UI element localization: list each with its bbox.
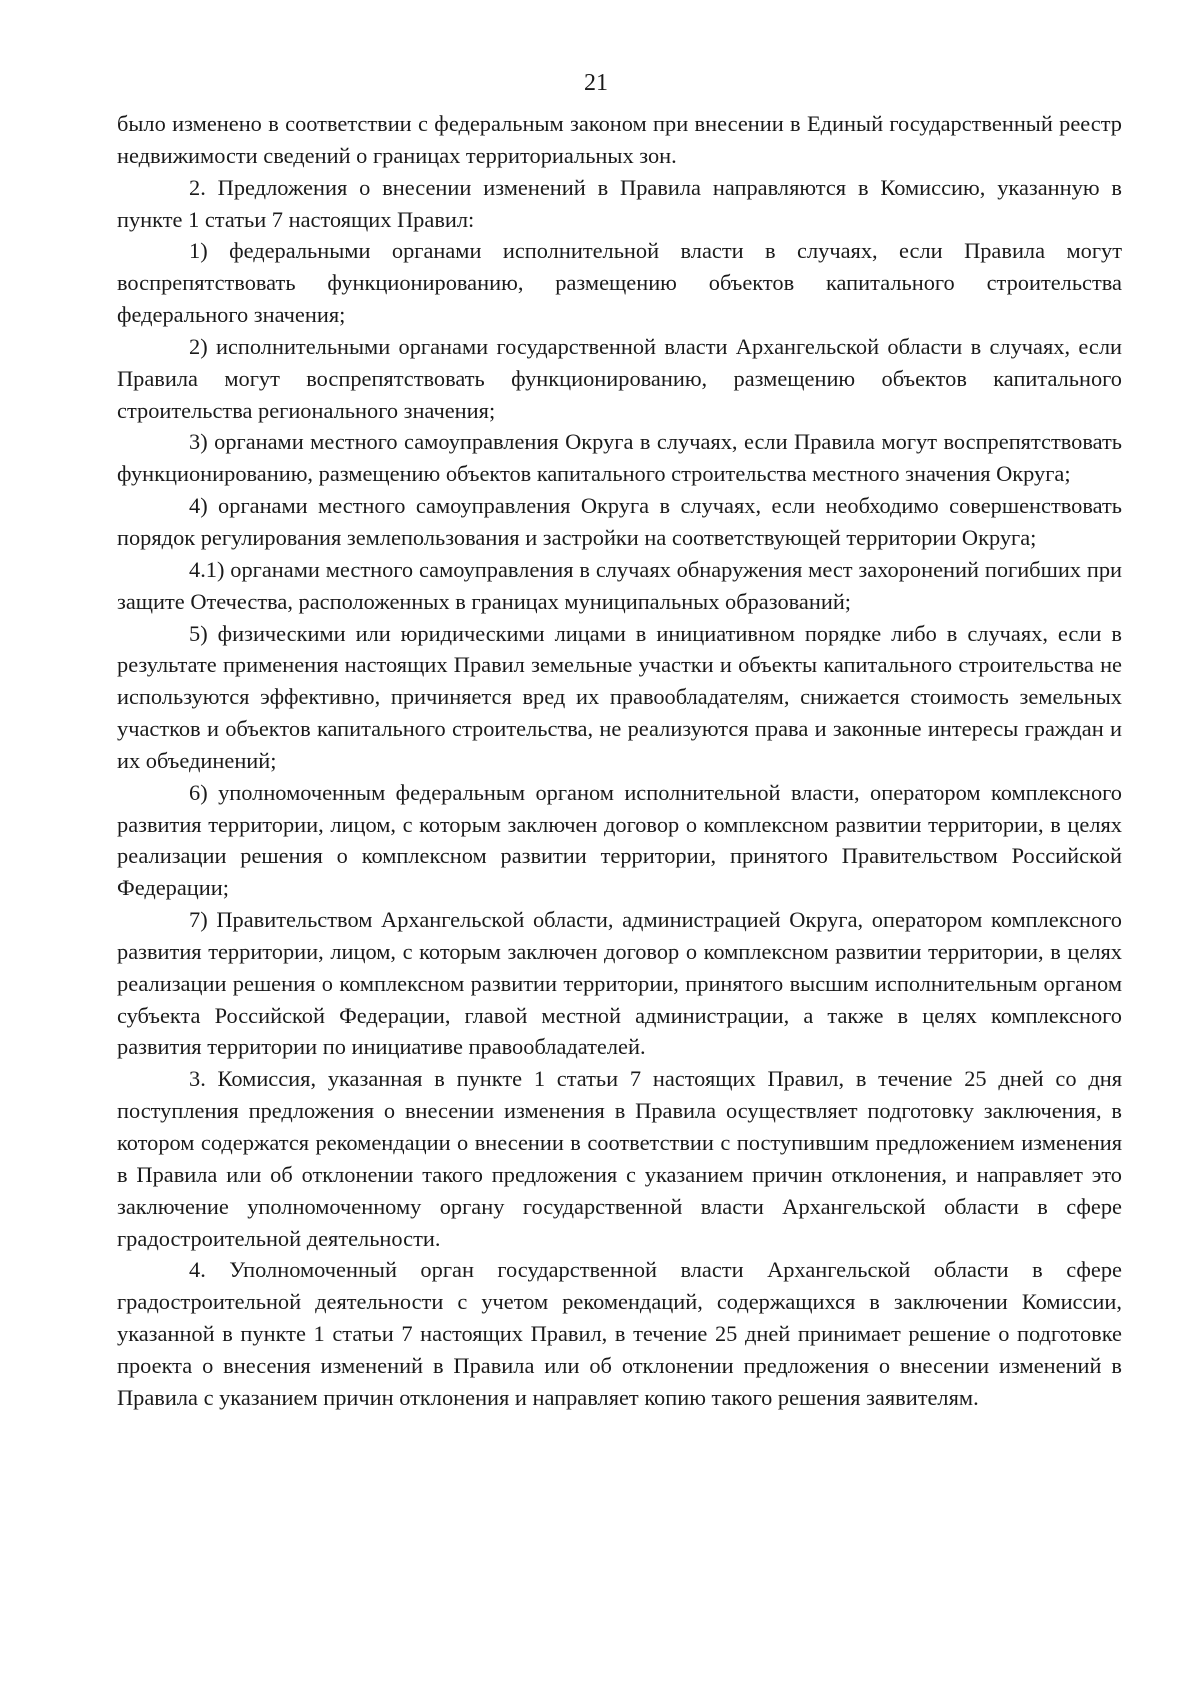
paragraph-continuation: было изменено в соответствии с федеральным законом при внесении в Единый государственный реестр недвижимости сведений о границах территориальных зон.: [117, 111, 1122, 168]
document-body: [117, 108, 1122, 1414]
subitem-4: 4) органами местного самоуправления Округа в случаях, если необходимо совершенствовать порядок регулирования землепользования и застройки на соответствующей территории Округа;: [117, 493, 1122, 550]
paragraph-item-3: 3. Комиссия, указанная в пункте 1 статьи 7 настоящих Правил, в течение 25 дней со дня поступления предложения о внесении изменения в Правила осуществляет подготовку заключения, в котором содержатся рекомендации о внесении в соответствии с поступившим предложением изменения в Правила или об отклонении такого предложения с указанием причин отклонения, и направляет это заключение уполномоченному органу государственной власти Архангельской области в сфере градостроительной деятельности.: [117, 1066, 1122, 1251]
paragraph-item-4: 4. Уполномоченный орган государственной власти Архангельской области в сфере градостроительной деятельности с учетом рекомендаций, содержащихся в заключении Комиссии, указанной в пункте 1 статьи 7 настоящих Правил, в течение 25 дней принимает решение о подготовке проекта о внесения изменений в Правила или об отклонении предложения о внесении изменений в Правила с указанием причин отклонения и направляет копию такого решения заявителям.: [117, 1257, 1122, 1410]
subitem-1: 1) федеральными органами исполнительной власти в случаях, если Правила могут воспрепятствовать функционированию, размещению объектов капитального строительства федерального значения;: [117, 238, 1122, 328]
paragraph-item-2: 2. Предложения о внесении изменений в Правила направляются в Комиссию, указанную в пункте 1 статьи 7 настоящих Правил:: [117, 174, 1122, 232]
subitem-4-1: 4.1) органами местного самоуправления в случаях обнаружения мест захоронений погибших при защите Отечества, расположенных в границах муниципальных образований;: [117, 556, 1122, 614]
subitem-2: 2) исполнительными органами государственной власти Архангельской области в случаях, если Правила могут воспрепятствовать функционированию, размещению объектов капитального строительства регионального значения;: [117, 333, 1122, 423]
subitem-6: 6) уполномоченным федеральным органом исполнительной власти, оператором комплексного развития территории, лицом, с которым заключен договор о комплексном развитии территории, в целях реализации решения о комплексном развитии территории, принятого Правительством Российской Федерации;: [117, 779, 1122, 901]
page-number: 21: [584, 70, 608, 96]
subitem-5: 5) физическими или юридическими лицами в инициативном порядке либо в случаях, если в результате применения настоящих Правил земельные участки и объекты капитального строительства не используются эффективно, причиняется вред их правообладателям, снижается стоимость земельных участков и объектов капитального строительства, не реализуются права и законные интересы граждан и их объединений;: [117, 620, 1122, 773]
subitem-3: 3) органами местного самоуправления Округа в случаях, если Правила могут воспрепятствовать функционированию, размещению объектов капитального строительства местного значения Округа;: [117, 429, 1122, 487]
subitem-7: 7) Правительством Архангельской области, администрацией Округа, оператором комплексного развития территории, лицом, с которым заключен договор о комплексном развитии территории, в целях реализации решения о комплексном развитии территории, принятого высшим исполнительным органом субъекта Российской Федерации, главой местной администрации, а также в целях комплексного развития территории по инициативе правообладателей.: [117, 907, 1122, 1060]
